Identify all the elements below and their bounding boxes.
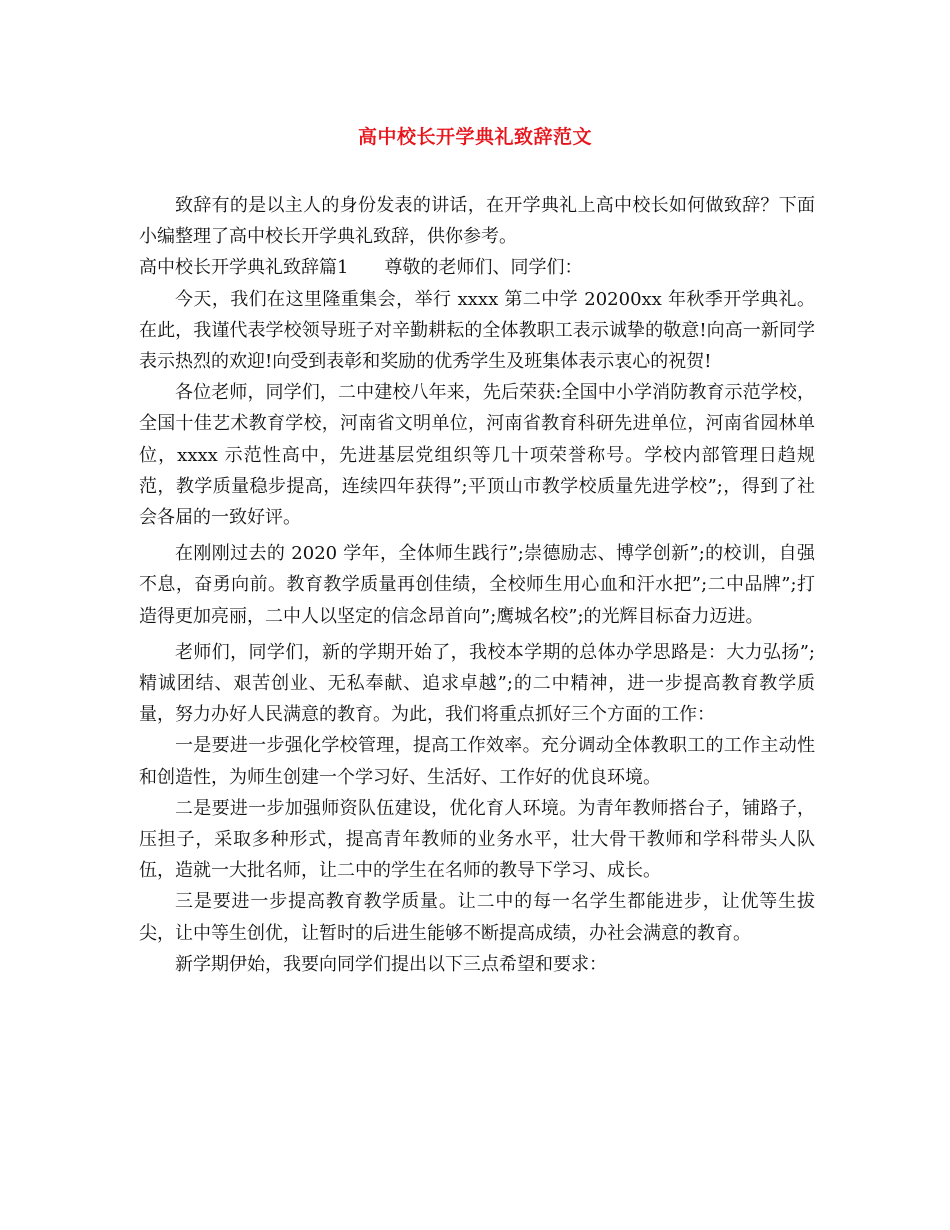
paragraph-opening: 今天，我们在这里隆重集会，举行 xxxx 第二中学 20200xx 年秋季开学典礼。在此，我谨代表学校领导班子对辛勤耕耘的全体教职工表示诚挚的敬意!向高一新同学表示热烈的欢迎!向受到表彰和奖励的优秀学生及班集体表示衷心的祝贺! bbox=[139, 288, 815, 373]
paragraph-intro: 致辞有的是以主人的身份发表的讲话，在开学典礼上高中校长如何做致辞？下面小编整理了高中校长开学典礼致辞，供你参考。 bbox=[139, 195, 815, 248]
paragraph-honors: 各位老师，同学们，二中建校八年来，先后荣获:全国中小学消防教育示范学校，全国十佳艺术教育学校，河南省文明单位，河南省教育科研先进单位，河南省园林单位，xxxx 示范性高中，先进基层党组织等几十项荣誉称号。学校内部管理日趋规范，教学质量稳步提高，连续四年获得”;平顶山市教学校质量先进学校”;，得到了社会各届的一致好评。 bbox=[139, 382, 815, 529]
document-title: 高中校长开学典礼致辞范文 bbox=[357, 126, 592, 148]
paragraph-point-three: 三是要进一步提高教育教学质量。让二中的每一名学生都能进步，让优等生拔尖，让中等生创优，让暂时的后进生能够不断提高成绩，办社会满意的教育。 bbox=[139, 891, 815, 944]
paragraph-past-year: 在刚刚过去的 2020 学年，全体师生践行”;崇德励志、博学创新”;的校训，自强不息，奋勇向前。教育教学质量再创佳绩，全校师生用心血和汗水把”;二中品牌”;打造得更加亮丽，二中人以坚定的信念昂首向”;鹰城名校”;的光辉目标奋力迈进。 bbox=[139, 543, 815, 627]
paragraph-semester-plan: 老师们，同学们，新的学期开始了，我校本学期的总体办学思路是：大力弘扬”;精诚团结、艰苦创业、无私奉献、追求卓越”;的二中精神，进一步提高教育教学质量，努力办好人民满意的教育。为此，我们将重点抓好三个方面的工作： bbox=[139, 641, 815, 726]
paragraph-heading-salutation: 高中校长开学典礼致辞篇1 尊敬的老师们、同学们： bbox=[139, 257, 583, 279]
paragraph-point-two: 二是要进一步加强师资队伍建设，优化育人环境。为青年教师搭台子，铺路子，压担子，采取多种形式，提高青年教师的业务水平，壮大骨干教师和学科带头人队伍，造就一大批名师，让二中的学生在名师的教导下学习、成长。 bbox=[139, 797, 815, 882]
document-body bbox=[139, 190, 815, 980]
paragraph-point-one: 一是要进一步强化学校管理，提高工作效率。充分调动全体教职工的工作主动性和创造性，为师生创建一个学习好、生活好、工作好的优良环境。 bbox=[139, 735, 815, 788]
paragraph-expectations: 新学期伊始，我要向同学们提出以下三点希望和要求： bbox=[175, 953, 607, 975]
